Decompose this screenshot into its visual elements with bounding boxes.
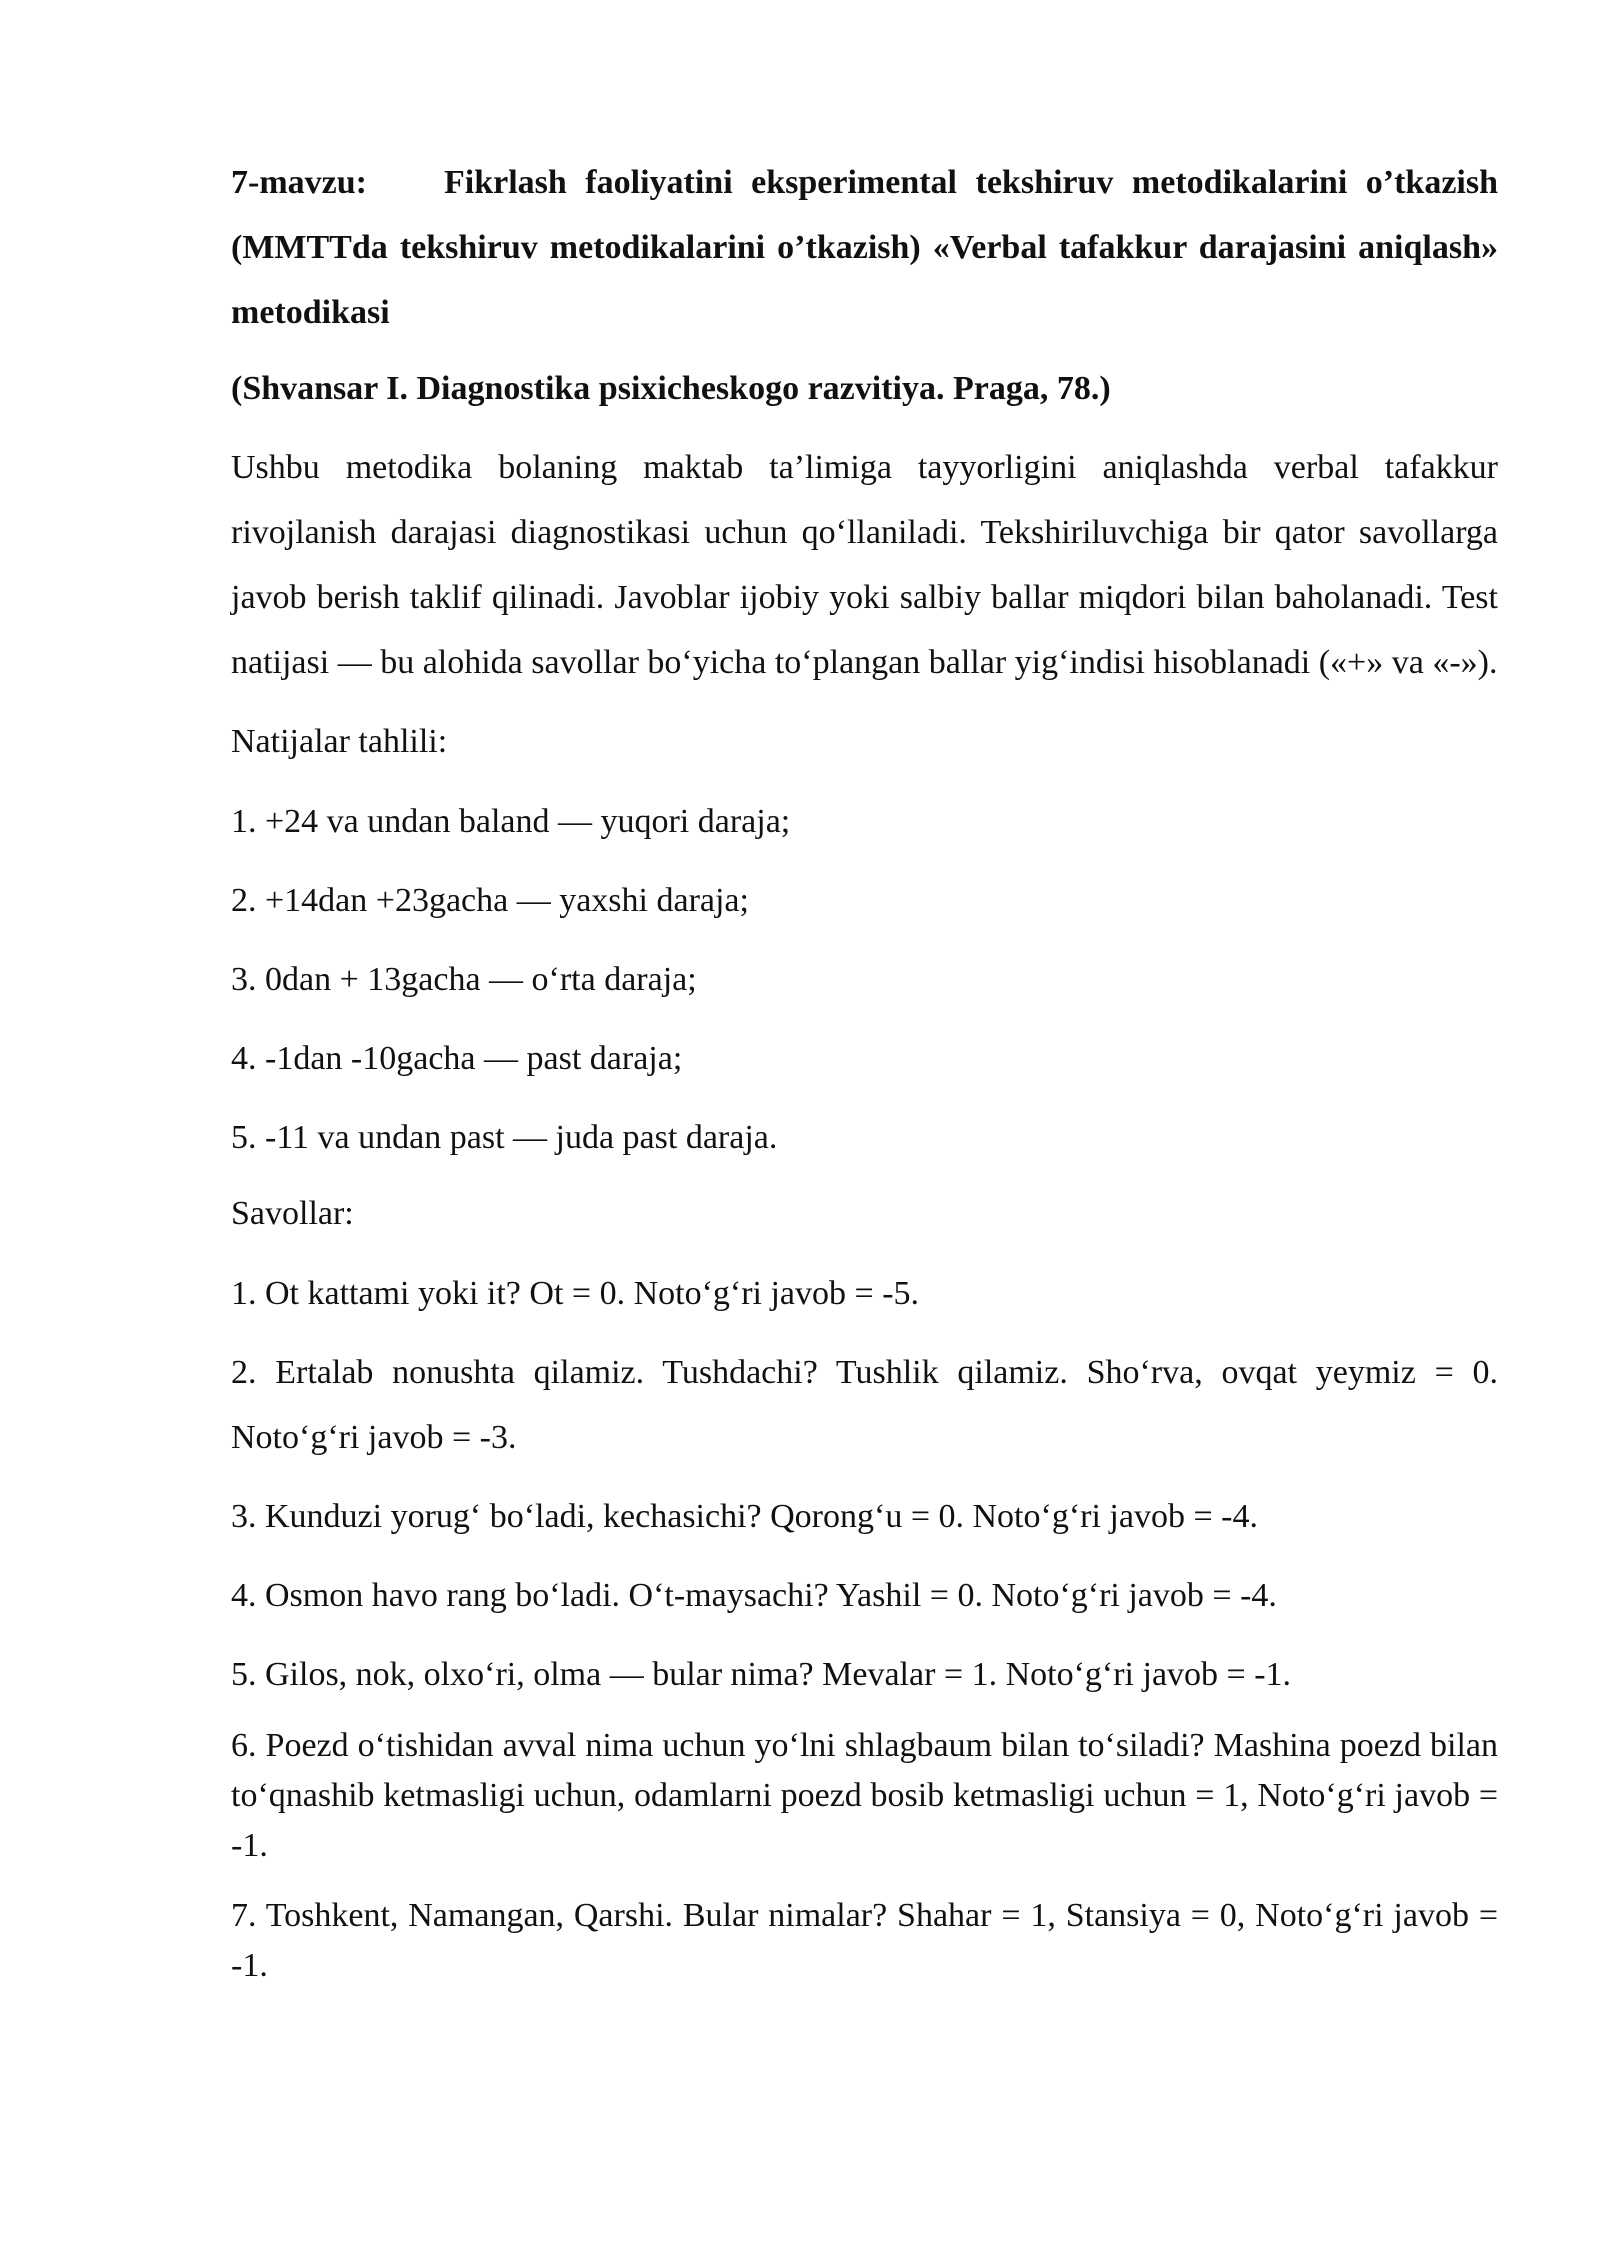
document-title (231, 150, 1498, 345)
question-item: 6. Poezd o‘tishidan avval nima uchun yo‘lni shlagbaum bilan to‘siladi? Mashina poezd bilan to‘qnashib ketmasligi uchun, odamlarni poezd bosib ketmasligi uchun = 1, Noto‘g‘ri javob = -1. (231, 1727, 1498, 1864)
results-item: 2. +14dan +23gacha — yaxshi daraja; (231, 882, 749, 919)
results-item: 5. -11 va undan past — juda past daraja. (231, 1119, 778, 1156)
results-item: 3. 0dan + 13gacha — o‘rta daraja; (231, 961, 697, 998)
question-item: 7. Toshkent, Namangan, Qarshi. Bular nimalar? Shahar = 1, Stansiya = 0, Noto‘g‘ri javob = -1. (231, 1897, 1498, 1984)
question-item: 3. Kunduzi yorug‘ bo‘ladi, kechasichi? Qorong‘u = 0. Noto‘g‘ri javob = -4. (231, 1498, 1258, 1535)
question-item: 4. Osmon havo rang bo‘ladi. O‘t-maysachi? Yashil = 0. Noto‘g‘ri javob = -4. (231, 1577, 1277, 1614)
source-citation: (Shvansar I. Diagnostika psixicheskogo razvitiya. Praga, 78.) (231, 370, 1111, 407)
question-item: 5. Gilos, nok, olxo‘ri, olma — bular nima? Mevalar = 1. Noto‘g‘ri javob = -1. (231, 1656, 1292, 1693)
question-item: 1. Ot kattami yoki it? Ot = 0. Noto‘g‘ri javob = -5. (231, 1275, 920, 1312)
topic-title-text: Fikrlash faoliyatini eksperimental tekshiruv metodikalarini o’tkazish (MMTTda tekshiruv metodikalarini o’tkazish) «Verbal tafakkur darajasini aniqlash» metodikasi (231, 164, 1498, 331)
results-heading: Natijalar tahlili: (231, 723, 448, 760)
results-item: 4. -1dan -10gacha — past daraja; (231, 1040, 683, 1077)
results-item: 1. +24 va undan baland — yuqori daraja; (231, 803, 791, 840)
questions-heading: Savollar: (231, 1195, 354, 1232)
questions-list (231, 1261, 1498, 1991)
results-list (231, 789, 1498, 1170)
intro-paragraph: Ushbu metodika bolaning maktab ta’limiga tayyorligini aniqlashda verbal tafakkur rivojlanish darajasi diagnostikasi uchun qo‘llaniladi. Tekshiriluvchiga bir qator savollarga javob berish taklif qilinadi. Javoblar ijobiy yoki salbiy ballar miqdori bilan baholanadi. Test natijasi — bu alohida savollar bo‘yicha to‘plangan ballar yig‘indisi hisoblanadi («+» va «-»). (231, 449, 1498, 681)
document-page (231, 150, 1498, 2011)
topic-label: 7-mavzu: (231, 164, 367, 201)
question-item: 2. Ertalab nonushta qilamiz. Tushdachi? Tushlik qilamiz. Sho‘rva, ovqat yeymiz = 0. Noto‘g‘ri javob = -3. (231, 1354, 1498, 1456)
